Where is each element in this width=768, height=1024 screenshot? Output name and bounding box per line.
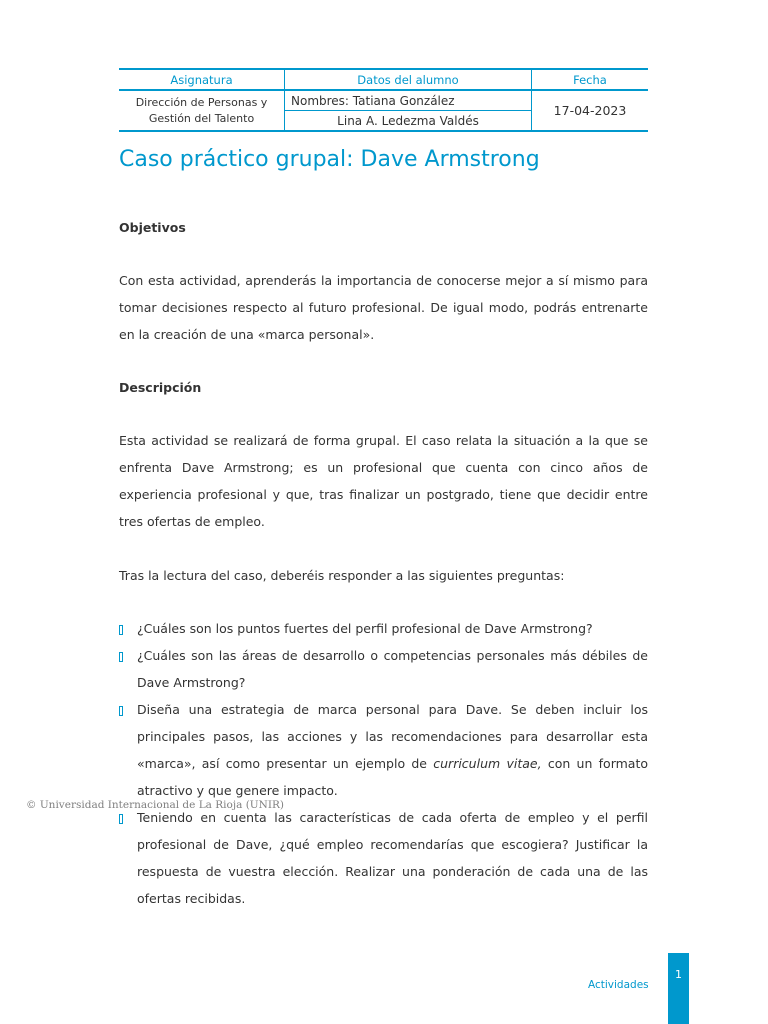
date-value: 17-04-2023: [532, 90, 649, 131]
question-2: ¿Cuáles son las áreas de desarrollo o competencias personales más débiles de Dave Armstrong?: [137, 648, 648, 690]
questions-intro: Tras la lectura del caso, deberéis responder a las siguientes preguntas:: [119, 568, 565, 583]
objetivos-text: Con esta actividad, aprenderás la importancia de conocerse mejor a sí mismo para tomar decisiones respecto al futuro profesional. De igual modo, podrás entrenarte en la creación de una «marca personal».: [119, 273, 648, 342]
footer-label: Actividades: [588, 979, 649, 991]
page-number-box: [668, 953, 689, 1024]
objetivos-heading: Objetivos: [119, 220, 186, 235]
list-item: [119, 696, 648, 804]
header-table: [119, 68, 648, 132]
question-1: ¿Cuáles son los puntos fuertes del perfil profesional de Dave Armstrong?: [137, 621, 593, 636]
question-4: Teniendo en cuenta las características de cada oferta de empleo y el perfil profesional de Dave, ¿qué empleo recomendarías que escogiera? Justificar la respuesta de vuestra elección. Realizar una ponderación de cada una de las ofertas recibidas.: [137, 810, 648, 906]
bullet-icon: [119, 652, 123, 662]
page-number: 1: [675, 968, 682, 981]
question-3-italic: curriculum vitae,: [433, 756, 542, 771]
questions-list: [119, 615, 648, 912]
header-col-subject: Asignatura: [119, 69, 285, 90]
descripcion-text: Esta actividad se realizará de forma grupal. El caso relata la situación a la que se enfrenta Dave Armstrong; es un profesional que cuenta con cinco años de experiencia profesional y que, tras finalizar un postgrado, tiene que decidir entre tres ofertas de empleo.: [119, 433, 648, 529]
bullet-icon: [119, 706, 123, 716]
header-col-date: Fecha: [532, 69, 649, 90]
question-3-end: con un formato atractivo y que genere impacto.: [137, 756, 648, 798]
header-col-student: Datos del alumno: [285, 69, 532, 90]
subject-value: Dirección de Personas y Gestión del Talento: [119, 90, 285, 131]
question-3-start: Diseña una estrategia de marca personal para Dave. Se deben incluir los principales pasos, las acciones y las recomendaciones para desarrollar esta «marca», así como presentar un ejemplo de: [137, 702, 648, 771]
list-item: [119, 804, 648, 912]
list-item: [119, 642, 648, 696]
list-item: [119, 615, 648, 642]
descripcion-heading: Descripción: [119, 380, 202, 395]
bullet-icon: [119, 814, 123, 824]
student-name-line1: Nombres: Tatiana González: [285, 90, 532, 111]
page-title: Caso práctico grupal: Dave Armstrong: [119, 147, 540, 172]
bullet-icon: [119, 625, 123, 635]
copyright-text: © Universidad Internacional de La Rioja (UNIR): [26, 799, 284, 811]
student-name-line2: Lina A. Ledezma Valdés: [285, 111, 532, 132]
